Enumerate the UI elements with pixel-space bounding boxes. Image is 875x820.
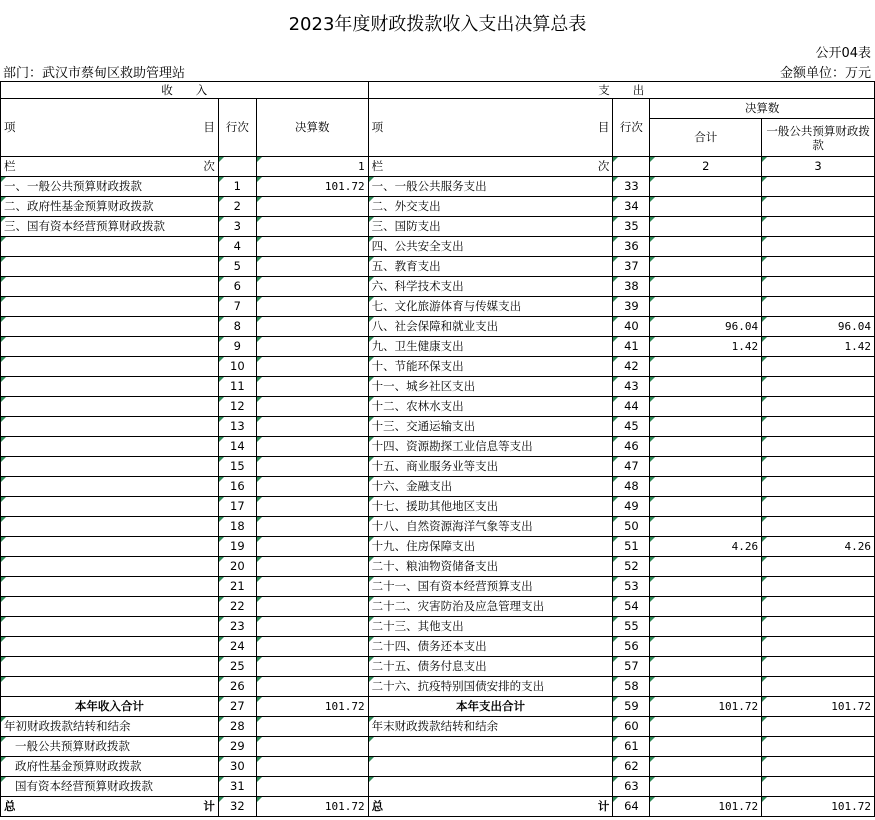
item-left-char: 项 [371, 120, 384, 134]
income-row-no: 9 [218, 337, 256, 357]
income-item [1, 237, 219, 257]
table-row [1, 197, 875, 217]
expense-row-no: 50 [613, 517, 650, 537]
income-row-no: 5 [218, 257, 256, 277]
expense-item: 十、节能环保支出 [368, 357, 613, 377]
income-amount [256, 637, 368, 657]
expense-general-budget [762, 457, 875, 477]
expense-general-budget [762, 177, 875, 197]
expense-general-budget [762, 497, 875, 517]
income-item [1, 457, 219, 477]
income-amount [256, 497, 368, 517]
table-row [1, 377, 875, 397]
income-amount [256, 297, 368, 317]
expense-row-no: 54 [613, 597, 650, 617]
item-left-char: 项 [4, 120, 16, 134]
expense-row-no: 52 [613, 557, 650, 577]
income-item [1, 617, 219, 637]
table-row [1, 297, 875, 317]
income-amount [256, 677, 368, 697]
expense-item: 二十二、灾害防治及应急管理支出 [368, 597, 613, 617]
income-carry-no: 29 [218, 737, 256, 757]
expense-general-budget: 1.42 [762, 337, 875, 357]
expense-item: 二十、粮油物资储备支出 [368, 557, 613, 577]
income-row-no: 20 [218, 557, 256, 577]
income-item [1, 677, 219, 697]
income-amount [256, 277, 368, 297]
income-amount [256, 457, 368, 477]
expense-carry-no: 62 [613, 757, 650, 777]
income-item [1, 337, 219, 357]
expense-total [650, 257, 762, 277]
expense-total [650, 277, 762, 297]
expense-row-no: 43 [613, 377, 650, 397]
expense-item: 二十三、其他支出 [368, 617, 613, 637]
table-row [1, 337, 875, 357]
income-total-label: 本年收入合计 [1, 697, 219, 717]
table-row [1, 597, 875, 617]
income-item [1, 657, 219, 677]
expense-carry-item [368, 757, 613, 777]
expense-total-value: 101.72 [650, 697, 762, 717]
expense-general-budget [762, 657, 875, 677]
expense-general-budget: 96.04 [762, 317, 875, 337]
income-item: 二、政府性基金预算财政拨款 [1, 197, 219, 217]
expense-total [650, 237, 762, 257]
income-grand-label [1, 797, 219, 817]
income-amount-header: 决算数 [256, 99, 368, 157]
expense-item: 十四、资源勘探工业信息等支出 [368, 437, 613, 457]
income-item-header [1, 99, 219, 157]
expense-total [650, 457, 762, 477]
table-row [1, 257, 875, 277]
expense-total [650, 437, 762, 457]
income-amount [256, 597, 368, 617]
income-grand-no: 32 [218, 797, 256, 817]
expense-row-no: 45 [613, 417, 650, 437]
expense-item: 四、公共安全支出 [368, 237, 613, 257]
expense-carry-no: 61 [613, 737, 650, 757]
expense-item: 十七、援助其他地区支出 [368, 497, 613, 517]
expense-item: 三、国防支出 [368, 217, 613, 237]
expense-total [650, 577, 762, 597]
expense-row-no: 48 [613, 477, 650, 497]
expense-rowno-blank [613, 157, 650, 177]
expense-total [650, 357, 762, 377]
expense-item: 二十一、国有资本经营预算支出 [368, 577, 613, 597]
income-item: 一、一般公共预算财政拨款 [1, 177, 219, 197]
income-row-no: 13 [218, 417, 256, 437]
expense-item: 十三、交通运输支出 [368, 417, 613, 437]
expense-carry-total [650, 757, 762, 777]
income-item [1, 517, 219, 537]
income-amount [256, 237, 368, 257]
table-row [1, 517, 875, 537]
income-row-no: 25 [218, 657, 256, 677]
income-amount [256, 437, 368, 457]
table-row [1, 577, 875, 597]
income-row-no: 24 [218, 637, 256, 657]
expense-item: 十八、自然资源海洋气象等支出 [368, 517, 613, 537]
table-row [1, 237, 875, 257]
expense-item: 二十五、债务付息支出 [368, 657, 613, 677]
expense-rowno-header: 行次 [613, 99, 650, 157]
expense-carry-general [762, 737, 875, 757]
expense-item: 二十四、债务还本支出 [368, 637, 613, 657]
expense-item: 八、社会保障和就业支出 [368, 317, 613, 337]
expense-row-no: 57 [613, 657, 650, 677]
expense-total-general: 101.72 [762, 697, 875, 717]
expense-row-no: 38 [613, 277, 650, 297]
table-row [1, 617, 875, 637]
income-carry-no: 30 [218, 757, 256, 777]
expense-general-budget [762, 637, 875, 657]
expense-general-budget [762, 277, 875, 297]
income-row-no: 22 [218, 597, 256, 617]
expense-total [650, 197, 762, 217]
income-row-no: 8 [218, 317, 256, 337]
expense-amount-header: 决算数 [650, 99, 875, 119]
income-carry-no: 28 [218, 717, 256, 737]
grand-right-char: 计 [203, 799, 215, 813]
expense-lan-cell [368, 157, 613, 177]
table-row [1, 477, 875, 497]
expense-item: 七、文化旅游体育与传媒支出 [368, 297, 613, 317]
carry-row [1, 717, 875, 737]
expense-carry-item: 年末财政拨款结转和结余 [368, 717, 613, 737]
expense-general-budget [762, 417, 875, 437]
expense-row-no: 41 [613, 337, 650, 357]
income-amount [256, 317, 368, 337]
expense-item: 十六、金融支出 [368, 477, 613, 497]
expense-carry-total [650, 717, 762, 737]
expense-row-no: 49 [613, 497, 650, 517]
expense-row-no: 37 [613, 257, 650, 277]
expense-item: 六、科学技术支出 [368, 277, 613, 297]
carry-row [1, 777, 875, 797]
expense-row-no: 44 [613, 397, 650, 417]
income-row-no: 19 [218, 537, 256, 557]
income-amount [256, 537, 368, 557]
income-row-no: 2 [218, 197, 256, 217]
grand-total-row [1, 797, 875, 817]
income-row-no: 11 [218, 377, 256, 397]
total-subheader: 合计 [650, 119, 762, 157]
income-carry-item: 一般公共预算财政拨款 [1, 737, 219, 757]
table-row [1, 637, 875, 657]
expense-general-budget [762, 477, 875, 497]
expense-row-no: 51 [613, 537, 650, 557]
expense-item: 二十六、抗疫特别国债安排的支出 [368, 677, 613, 697]
table-row [1, 677, 875, 697]
income-item [1, 437, 219, 457]
income-item [1, 557, 219, 577]
department-label: 部门：武汉市蔡甸区救助管理站 [3, 66, 186, 81]
expense-row-no: 36 [613, 237, 650, 257]
expense-general-budget [762, 397, 875, 417]
income-amount [256, 197, 368, 217]
table-row [1, 317, 875, 337]
income-amount [256, 517, 368, 537]
table-row [1, 557, 875, 577]
form-number: 公开04表 [815, 46, 871, 61]
income-carry-item: 年初财政拨款结转和结余 [1, 717, 219, 737]
income-item [1, 397, 219, 417]
lan-char: 栏 [4, 159, 16, 173]
income-item [1, 377, 219, 397]
expense-general-budget: 4.26 [762, 537, 875, 557]
expense-total [650, 177, 762, 197]
lan-char: 栏 [371, 159, 384, 173]
carry-row [1, 737, 875, 757]
income-amount [256, 477, 368, 497]
income-lan-cell [1, 157, 219, 177]
income-item [1, 477, 219, 497]
income-total-value: 101.72 [256, 697, 368, 717]
income-row-no: 3 [218, 217, 256, 237]
income-amount [256, 557, 368, 577]
income-rowno-header: 行次 [218, 99, 256, 157]
income-row-no: 10 [218, 357, 256, 377]
table-row [1, 357, 875, 377]
income-item [1, 357, 219, 377]
expense-colno-2: 2 [650, 157, 762, 177]
table-row [1, 177, 875, 197]
income-item [1, 597, 219, 617]
income-grand-value: 101.72 [256, 797, 368, 817]
expense-general-budget [762, 377, 875, 397]
income-carry-value [256, 757, 368, 777]
income-row-no: 15 [218, 457, 256, 477]
table-row [1, 437, 875, 457]
income-item [1, 317, 219, 337]
table-row [1, 417, 875, 437]
income-item [1, 497, 219, 517]
expense-row-no: 40 [613, 317, 650, 337]
expense-general-budget [762, 597, 875, 617]
expense-carry-no: 63 [613, 777, 650, 797]
item-right-char: 目 [597, 120, 610, 134]
income-row-no: 16 [218, 477, 256, 497]
expense-general-budget [762, 437, 875, 457]
expense-item-header [368, 99, 613, 157]
expense-grand-general: 101.72 [762, 797, 875, 817]
table-row [1, 497, 875, 517]
expense-total [650, 597, 762, 617]
expense-total-label: 本年支出合计 [368, 697, 613, 717]
table-row [1, 457, 875, 477]
income-row-no: 4 [218, 237, 256, 257]
expense-row-no: 35 [613, 217, 650, 237]
expense-total: 4.26 [650, 537, 762, 557]
income-carry-item: 政府性基金预算财政拨款 [1, 757, 219, 777]
column-header-row [1, 99, 875, 119]
expense-row-no: 42 [613, 357, 650, 377]
expense-general-budget [762, 677, 875, 697]
expense-total [650, 377, 762, 397]
income-row-no: 6 [218, 277, 256, 297]
expense-total: 96.04 [650, 317, 762, 337]
income-row-no: 23 [218, 617, 256, 637]
expense-carry-item [368, 777, 613, 797]
expense-total [650, 657, 762, 677]
expense-carry-no: 60 [613, 717, 650, 737]
income-total-no: 27 [218, 697, 256, 717]
income-carry-value [256, 717, 368, 737]
expense-item: 二、外交支出 [368, 197, 613, 217]
expense-row-no: 55 [613, 617, 650, 637]
table-row [1, 217, 875, 237]
expense-total [650, 617, 762, 637]
expense-row-no: 58 [613, 677, 650, 697]
income-row-no: 21 [218, 577, 256, 597]
income-carry-value [256, 777, 368, 797]
amount-unit-label: 金额单位：万元 [779, 66, 871, 81]
expense-row-no: 46 [613, 437, 650, 457]
income-item [1, 637, 219, 657]
expense-carry-general [762, 777, 875, 797]
income-item [1, 297, 219, 317]
expense-total [650, 557, 762, 577]
expense-general-budget [762, 577, 875, 597]
income-carry-item: 国有资本经营预算财政拨款 [1, 777, 219, 797]
table-row [1, 657, 875, 677]
income-row-no: 14 [218, 437, 256, 457]
general-budget-subheader: 一般公共预算财政拨款 [762, 119, 875, 157]
group-header-row [1, 82, 875, 99]
expense-item: 一、一般公共服务支出 [368, 177, 613, 197]
expense-general-budget [762, 297, 875, 317]
expense-item: 十二、农林水支出 [368, 397, 613, 417]
expense-row-no: 47 [613, 457, 650, 477]
expense-total [650, 677, 762, 697]
expense-total-no: 59 [613, 697, 650, 717]
income-amount [256, 417, 368, 437]
income-row-no: 1 [218, 177, 256, 197]
expense-total [650, 497, 762, 517]
expense-general-budget [762, 617, 875, 637]
expense-carry-total [650, 777, 762, 797]
expense-grand-total: 101.72 [650, 797, 762, 817]
table-row [1, 397, 875, 417]
expense-row-no: 34 [613, 197, 650, 217]
income-item [1, 277, 219, 297]
income-rowno-blank [218, 157, 256, 177]
expense-item: 十五、商业服务业等支出 [368, 457, 613, 477]
table-row [1, 537, 875, 557]
income-row-no: 7 [218, 297, 256, 317]
income-item [1, 417, 219, 437]
expense-total [650, 297, 762, 317]
income-row-no: 17 [218, 497, 256, 517]
income-colno-1: 1 [256, 157, 368, 177]
income-item: 三、国有资本经营预算财政拨款 [1, 217, 219, 237]
income-row-no: 12 [218, 397, 256, 417]
income-carry-value [256, 737, 368, 757]
item-right-char: 目 [203, 120, 215, 134]
income-row-no: 18 [218, 517, 256, 537]
income-item [1, 257, 219, 277]
grand-left-char: 总 [4, 799, 16, 813]
total-row [1, 697, 875, 717]
expense-grand-label [368, 797, 613, 817]
expense-general-budget [762, 557, 875, 577]
expense-total: 1.42 [650, 337, 762, 357]
income-amount [256, 657, 368, 677]
table-row [1, 277, 875, 297]
expense-general-budget [762, 237, 875, 257]
expense-item: 五、教育支出 [368, 257, 613, 277]
expense-general-budget [762, 517, 875, 537]
expense-total [650, 397, 762, 417]
column-number-row [1, 157, 875, 177]
income-amount [256, 217, 368, 237]
expense-general-budget [762, 257, 875, 277]
expense-row-no: 33 [613, 177, 650, 197]
page-title: 2023年度财政拨款收入支出决算总表 [288, 14, 587, 35]
income-carry-no: 31 [218, 777, 256, 797]
income-amount [256, 397, 368, 417]
income-row-no: 26 [218, 677, 256, 697]
income-amount: 101.72 [256, 177, 368, 197]
expense-item: 十九、住房保障支出 [368, 537, 613, 557]
income-amount [256, 617, 368, 637]
expense-group-header: 支 出 [368, 82, 874, 99]
income-amount [256, 357, 368, 377]
expense-carry-total [650, 737, 762, 757]
expense-colno-3: 3 [762, 157, 875, 177]
income-amount [256, 577, 368, 597]
ci-char: 次 [597, 159, 610, 173]
expense-item: 九、卫生健康支出 [368, 337, 613, 357]
grand-right-char: 计 [597, 799, 610, 813]
income-item [1, 577, 219, 597]
ci-char: 次 [203, 159, 215, 173]
expense-general-budget [762, 357, 875, 377]
income-amount [256, 337, 368, 357]
income-amount [256, 257, 368, 277]
expense-row-no: 56 [613, 637, 650, 657]
expense-total [650, 477, 762, 497]
expense-general-budget [762, 217, 875, 237]
expense-carry-item [368, 737, 613, 757]
expense-total [650, 417, 762, 437]
expense-grand-no: 64 [613, 797, 650, 817]
income-group-header: 收 入 [1, 82, 369, 99]
income-item [1, 537, 219, 557]
expense-carry-general [762, 757, 875, 777]
expense-row-no: 39 [613, 297, 650, 317]
finance-table [0, 81, 875, 817]
expense-carry-general [762, 717, 875, 737]
expense-row-no: 53 [613, 577, 650, 597]
income-amount [256, 377, 368, 397]
expense-item: 十一、城乡社区支出 [368, 377, 613, 397]
expense-general-budget [762, 197, 875, 217]
carry-row [1, 757, 875, 777]
grand-left-char: 总 [371, 799, 384, 813]
expense-total [650, 637, 762, 657]
expense-total [650, 517, 762, 537]
expense-total [650, 217, 762, 237]
